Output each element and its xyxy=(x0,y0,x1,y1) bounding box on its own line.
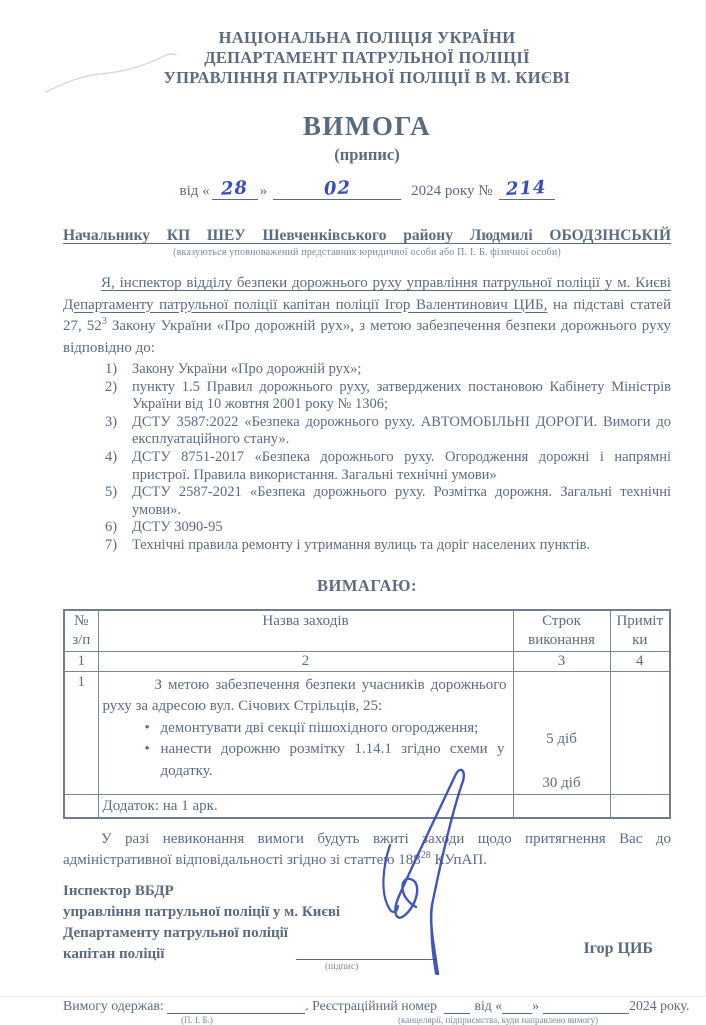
measures-intro: З метою забезпечення безпеки учасників дорожнього руху за адресою вул. Січових Стрільців, 25: xyxy=(102,676,507,715)
list-item xyxy=(63,361,671,379)
handwritten-month: 02 xyxy=(323,177,352,200)
notes-cell xyxy=(610,671,670,794)
col-header-term xyxy=(513,610,610,652)
date-quote-close: » xyxy=(259,183,268,199)
reg-number-label: . Реєстраційний номер xyxy=(305,997,437,1013)
intro-paragraph xyxy=(63,273,671,359)
org-header xyxy=(63,28,671,88)
list-item xyxy=(63,379,671,414)
list-item-text: Закону України «Про дорожній рух»; xyxy=(132,361,362,377)
list-item-text: ДСТУ 2587-2021 «Безпека дорожнього руху. Розмітка дорожня. Загальні технічні умови». xyxy=(132,484,671,518)
appendix-num-cell xyxy=(64,794,98,818)
date-year-text: 2024 року № xyxy=(411,183,493,199)
received-label: Вимогу одержав: xyxy=(63,997,164,1013)
reg-vid-text: від « xyxy=(474,997,503,1013)
date-line xyxy=(63,176,671,201)
warning-text-2: КУпАП. xyxy=(430,852,487,869)
reg-quote-close: » xyxy=(532,997,540,1013)
appendix-text-cell: Додаток: на 1 арк. xyxy=(98,794,513,818)
signer-title-line-2: управління патрульної поліції у м. Києві xyxy=(63,903,341,920)
signer-title-line-4: капітан поліції xyxy=(63,945,165,962)
appendix-notes-cell xyxy=(610,794,670,818)
measure-bullet-1 xyxy=(103,718,507,740)
col-header-term-line1: Строк xyxy=(542,612,581,629)
warning-text-1: У разі невиконання вимоги будуть вжиті заходи щодо притягнення Вас до адміністративної відповідальності згідно зі статтею 188 xyxy=(63,830,671,869)
measure-bullet-1-text: демонтувати дві секції пішохідного огородження; xyxy=(160,719,479,736)
list-item xyxy=(63,414,671,449)
term-value-1: 5 діб xyxy=(546,730,577,747)
list-item-text: Технічні правила ремонту і утримання вулиць та доріг населених пунктів. xyxy=(132,536,591,553)
table-header-row xyxy=(64,610,670,652)
signer-title-block xyxy=(63,881,671,965)
list-item-text: ДСТУ 3090-95 xyxy=(132,519,223,536)
measure-bullet-2 xyxy=(103,739,507,782)
signature-section xyxy=(63,881,671,973)
list-item-text: ДСТУ 8751-2017 «Безпека дорожнього руху. Огородження дорожні і напрямні пристрої. Правила використання. Загальні технічні умови» xyxy=(132,448,671,483)
org-line-3: УПРАВЛІННЯ ПАТРУЛЬНОЇ ПОЛІЦІЇ В М. КИЄВІ xyxy=(163,68,571,87)
table-index-row xyxy=(64,651,670,671)
addressee-caption: (вказуються уповноважений представник юридичної особи або П. І. Б. фізичної особи) xyxy=(173,247,561,258)
org-line-2: ДЕПАРТАМЕНТ ПАТРУЛЬНОЇ ПОЛІЦІЇ xyxy=(204,48,530,67)
intro-rest-1: на підставі статей 27, 52 xyxy=(63,296,671,334)
bullet-icon: • xyxy=(144,741,150,758)
date-prefix: від « xyxy=(179,183,210,199)
document-title: ВИМОГА xyxy=(302,111,432,141)
handwritten-number: 214 xyxy=(505,176,548,201)
list-item-number: 4) xyxy=(105,448,118,465)
date-month-blank xyxy=(273,177,401,200)
list-item xyxy=(63,519,671,537)
received-blank xyxy=(167,1013,305,1014)
warning-paragraph xyxy=(63,829,671,872)
bullet-icon: • xyxy=(144,719,150,736)
col-header-num xyxy=(64,610,98,652)
intro-rest-2: Закону України «Про дорожній рух», з метою забезпечення безпеки дорожнього руху відповідно до: xyxy=(63,318,671,356)
col-header-num-line1: № xyxy=(74,612,89,629)
signer-title-line-1: Інспектор ВБДР xyxy=(63,882,174,899)
terms-cell xyxy=(513,671,610,794)
intro-underlined: Я, інспектор відділу безпеки дорожнього руху управління патрульної поліції у м. Києві Департаменту патрульної поліції капітан поліції Ігор Валентинович ЦИБ, xyxy=(63,275,671,313)
list-item-number: 1) xyxy=(105,361,118,377)
list-item xyxy=(63,449,671,484)
reg-month-blank xyxy=(543,1013,629,1014)
reg-year-text: 2024 року. xyxy=(629,997,690,1013)
signer-name: Ігор ЦИБ xyxy=(583,939,653,957)
appendix-row xyxy=(64,794,670,818)
demand-heading: ВИМАГАЮ: xyxy=(316,575,418,595)
date-day-blank xyxy=(212,177,258,200)
signature-line xyxy=(296,959,436,960)
index-cell-3: 3 xyxy=(513,651,610,671)
col-header-term-line2: виконання xyxy=(528,631,595,648)
index-cell-1: 1 xyxy=(64,651,98,671)
list-item xyxy=(63,537,671,555)
index-cell-2: 2 xyxy=(98,651,513,671)
signature-caption: (підпис) xyxy=(325,961,359,972)
reg-number-blank xyxy=(444,1013,470,1014)
intro-superscript: 3 xyxy=(101,316,107,327)
table-row xyxy=(64,671,670,794)
list-item-number: 6) xyxy=(105,519,118,536)
col-header-notes-line2: ки xyxy=(632,631,648,648)
measures-cell xyxy=(98,671,513,794)
org-line-1: НАЦІОНАЛЬНА ПОЛІЦІЯ УКРАЇНИ xyxy=(218,28,516,47)
index-cell-4: 4 xyxy=(610,651,670,671)
list-item-text: пункту 1.5 Правил дорожнього руху, затверджених постановою Кабінету Міністрів України від 10 жовтня 2001 року № 1306; xyxy=(132,378,671,413)
handwritten-day: 28 xyxy=(220,177,249,200)
footer-line xyxy=(63,997,690,1025)
col-header-num-line2: з/п xyxy=(72,631,91,648)
addressee-line: Начальнику КП ШЕУ Шевченківського району Людмилі ОБОДЗІНСЬКІЙ xyxy=(63,227,671,244)
col-header-notes-line1: Приміт xyxy=(616,612,664,629)
signer-title-line-3: Департаменту патрульної поліції xyxy=(63,924,288,941)
legal-references-list xyxy=(63,361,671,555)
col-header-measures-text: Назва заходів xyxy=(262,612,349,629)
appendix-term-cell xyxy=(513,794,610,818)
list-item-number: 2) xyxy=(105,378,118,395)
footer-caption-pib: (П. І. Б.) xyxy=(181,1014,213,1025)
list-item xyxy=(63,484,671,519)
row-number-cell: 1 xyxy=(64,671,98,794)
list-item-number: 3) xyxy=(105,413,118,430)
col-header-measures xyxy=(98,610,513,652)
list-item-text: ДСТУ 3587:2022 «Безпека дорожнього руху. АВТОМОБІЛЬНІ ДОРОГИ. Вимоги до експлуатаційного стану». xyxy=(132,413,671,448)
col-header-notes xyxy=(610,610,670,652)
warning-superscript: 28 xyxy=(420,850,431,862)
demands-table xyxy=(63,609,671,819)
term-value-2: 30 діб xyxy=(542,774,581,791)
list-item-number: 7) xyxy=(105,536,118,553)
footer-caption-office: (канцелярії, підприємства, куди направлено вимогу) xyxy=(398,1014,599,1025)
measure-bullet-2-text: нанести дорожню розмітку 1.14.1 згідно схеми у додатку. xyxy=(160,741,505,779)
reg-day-blank xyxy=(502,1013,532,1014)
list-item-number: 5) xyxy=(105,484,118,501)
document-subtitle: (припис) xyxy=(334,145,400,164)
doc-number-blank xyxy=(499,176,555,201)
